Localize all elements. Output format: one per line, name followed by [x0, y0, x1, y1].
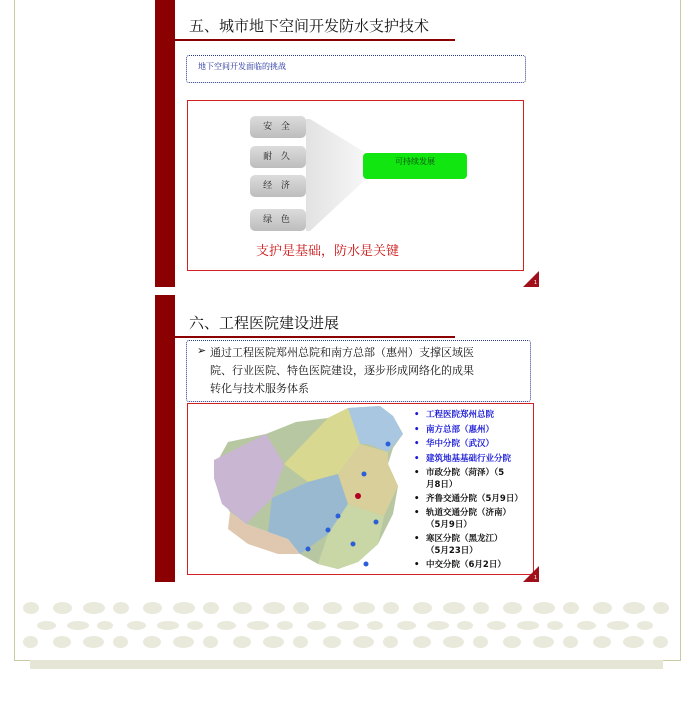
legend-item	[414, 506, 511, 518]
pebble-pattern	[15, 596, 679, 652]
pill-economy: 经 济	[250, 175, 306, 197]
goal-box: 可持续发展	[363, 153, 467, 179]
pebble	[517, 621, 539, 630]
bullet-dot: •	[414, 468, 420, 478]
pebble	[653, 636, 668, 648]
pebble	[577, 621, 596, 630]
pebble	[127, 621, 146, 630]
title-rule	[155, 39, 455, 41]
legend-item	[414, 466, 504, 478]
bullet-marker: ➢	[197, 344, 207, 357]
legend-text: 华中分院（武汉）	[426, 439, 495, 449]
legend-item	[414, 532, 503, 544]
bullet-dot: •	[414, 508, 420, 518]
pebble	[487, 621, 506, 630]
pebble	[307, 621, 326, 630]
legend-item	[414, 452, 511, 464]
pebble	[263, 636, 284, 648]
pebble	[533, 602, 555, 614]
pill-safety: 安 全	[250, 116, 306, 138]
legend-item	[414, 492, 523, 504]
pebble	[83, 636, 104, 648]
legend-text: （5月23日）	[426, 546, 478, 556]
pill-green: 绿 色	[250, 209, 306, 231]
pebble	[593, 602, 612, 614]
pebble	[143, 636, 161, 648]
pebble	[457, 621, 473, 630]
bullet-line-3: 转化与技术服务体系	[210, 382, 309, 395]
pebble	[443, 602, 465, 614]
pebble	[397, 621, 416, 630]
legend-item	[414, 437, 494, 449]
bullet-dot: •	[414, 560, 420, 570]
pebble	[113, 636, 128, 648]
pebble	[263, 602, 285, 614]
bullet-line-1: 通过工程医院郑州总院和南方总部（惠州）支撑区域医	[210, 346, 474, 359]
pebble	[187, 621, 203, 630]
pebble	[337, 621, 359, 630]
pebble	[383, 602, 399, 614]
pebble	[53, 636, 71, 648]
pebble	[413, 602, 432, 614]
legend-text: 南方总部（惠州）	[426, 425, 495, 435]
bullet-dot: •	[414, 425, 420, 435]
pebble	[413, 636, 431, 648]
bullet-dot: •	[414, 534, 420, 544]
legend-text: 中交分院（6月2日）	[426, 560, 506, 570]
pebble	[97, 621, 113, 630]
pebble	[533, 636, 554, 648]
title-rule	[155, 336, 455, 338]
map-marker	[355, 493, 361, 499]
legend-text: （5月9日）	[426, 520, 472, 530]
pebble	[443, 636, 464, 648]
slide-title: 六、工程医院建设进展	[189, 314, 340, 332]
branch-legend	[414, 408, 534, 578]
legend-text: 寒区分院（黑龙江）	[426, 534, 503, 544]
legend-item	[414, 518, 472, 530]
pebble	[83, 602, 105, 614]
legend-item	[414, 478, 457, 490]
pebble	[247, 621, 269, 630]
legend-item	[414, 408, 494, 420]
pebble	[653, 602, 669, 614]
bullet-dot: •	[414, 439, 420, 449]
pebble	[503, 636, 521, 648]
bullet-line-2: 院、行业医院、特色医院建设，逐步形成网络化的成果	[210, 364, 474, 377]
legend-item	[414, 558, 506, 570]
bullet-dot: •	[414, 494, 420, 504]
china-map-image	[188, 404, 413, 574]
slide-side-bar	[155, 0, 175, 287]
pebble	[353, 602, 375, 614]
pebble	[607, 621, 629, 630]
pebble	[173, 602, 195, 614]
page-number: 1	[533, 575, 537, 581]
pebble	[563, 636, 578, 648]
pebble	[293, 602, 309, 614]
pebble	[23, 602, 39, 614]
slide-waterproof-support	[155, 0, 539, 287]
legend-text: 工程医院郑州总院	[426, 410, 495, 420]
pebble	[277, 621, 293, 630]
frame-shadow	[30, 660, 663, 669]
slide-title: 五、城市地下空间开发防水支护技术	[189, 17, 430, 35]
pebble	[143, 602, 162, 614]
pill-durability: 耐 久	[250, 146, 306, 168]
slide-engineering-hospital	[155, 295, 539, 582]
legend-item	[414, 423, 494, 435]
pebble	[217, 621, 236, 630]
legend-text: 月8日）	[426, 480, 458, 490]
pebble	[157, 621, 179, 630]
legend-text: 轨道交通分院（济南）	[426, 508, 512, 518]
pebble	[427, 621, 449, 630]
diagram-box	[187, 100, 524, 271]
pebble	[203, 602, 219, 614]
slogan-text: 支护是基础，防水是关键	[256, 244, 400, 259]
subtitle-text: 地下空间开发面临的挑战	[198, 62, 286, 71]
legend-item	[414, 544, 478, 556]
legend-text: 建筑地基基础行业分院	[426, 454, 512, 464]
pebble	[293, 636, 308, 648]
pebble	[37, 621, 56, 630]
pebble	[233, 636, 251, 648]
pebble	[473, 636, 488, 648]
pebble	[623, 636, 644, 648]
pebble	[173, 636, 194, 648]
bullet-dot: •	[414, 410, 420, 420]
pebble	[203, 636, 218, 648]
bullet-box	[186, 340, 531, 402]
pebble	[367, 621, 383, 630]
pebble	[233, 602, 252, 614]
pebble	[383, 636, 398, 648]
pebble	[353, 636, 374, 648]
pebble	[593, 636, 611, 648]
bullet-dot: •	[414, 454, 420, 464]
pebble	[547, 621, 563, 630]
pebble	[113, 602, 129, 614]
pebble	[637, 621, 653, 630]
legend-text: 市政分院（菏泽）（5	[426, 468, 505, 478]
legend-text: 齐鲁交通分院（5月9日）	[426, 494, 523, 504]
pebble	[623, 602, 645, 614]
page-number: 1	[533, 280, 537, 286]
pebble	[563, 602, 579, 614]
pebble	[503, 602, 522, 614]
pebble	[473, 602, 489, 614]
pebble	[323, 602, 342, 614]
pebble	[323, 636, 341, 648]
subtitle-box	[186, 55, 526, 83]
slide-side-bar	[155, 295, 175, 582]
pebble	[23, 636, 38, 648]
pebble	[53, 602, 72, 614]
pebble	[67, 621, 89, 630]
